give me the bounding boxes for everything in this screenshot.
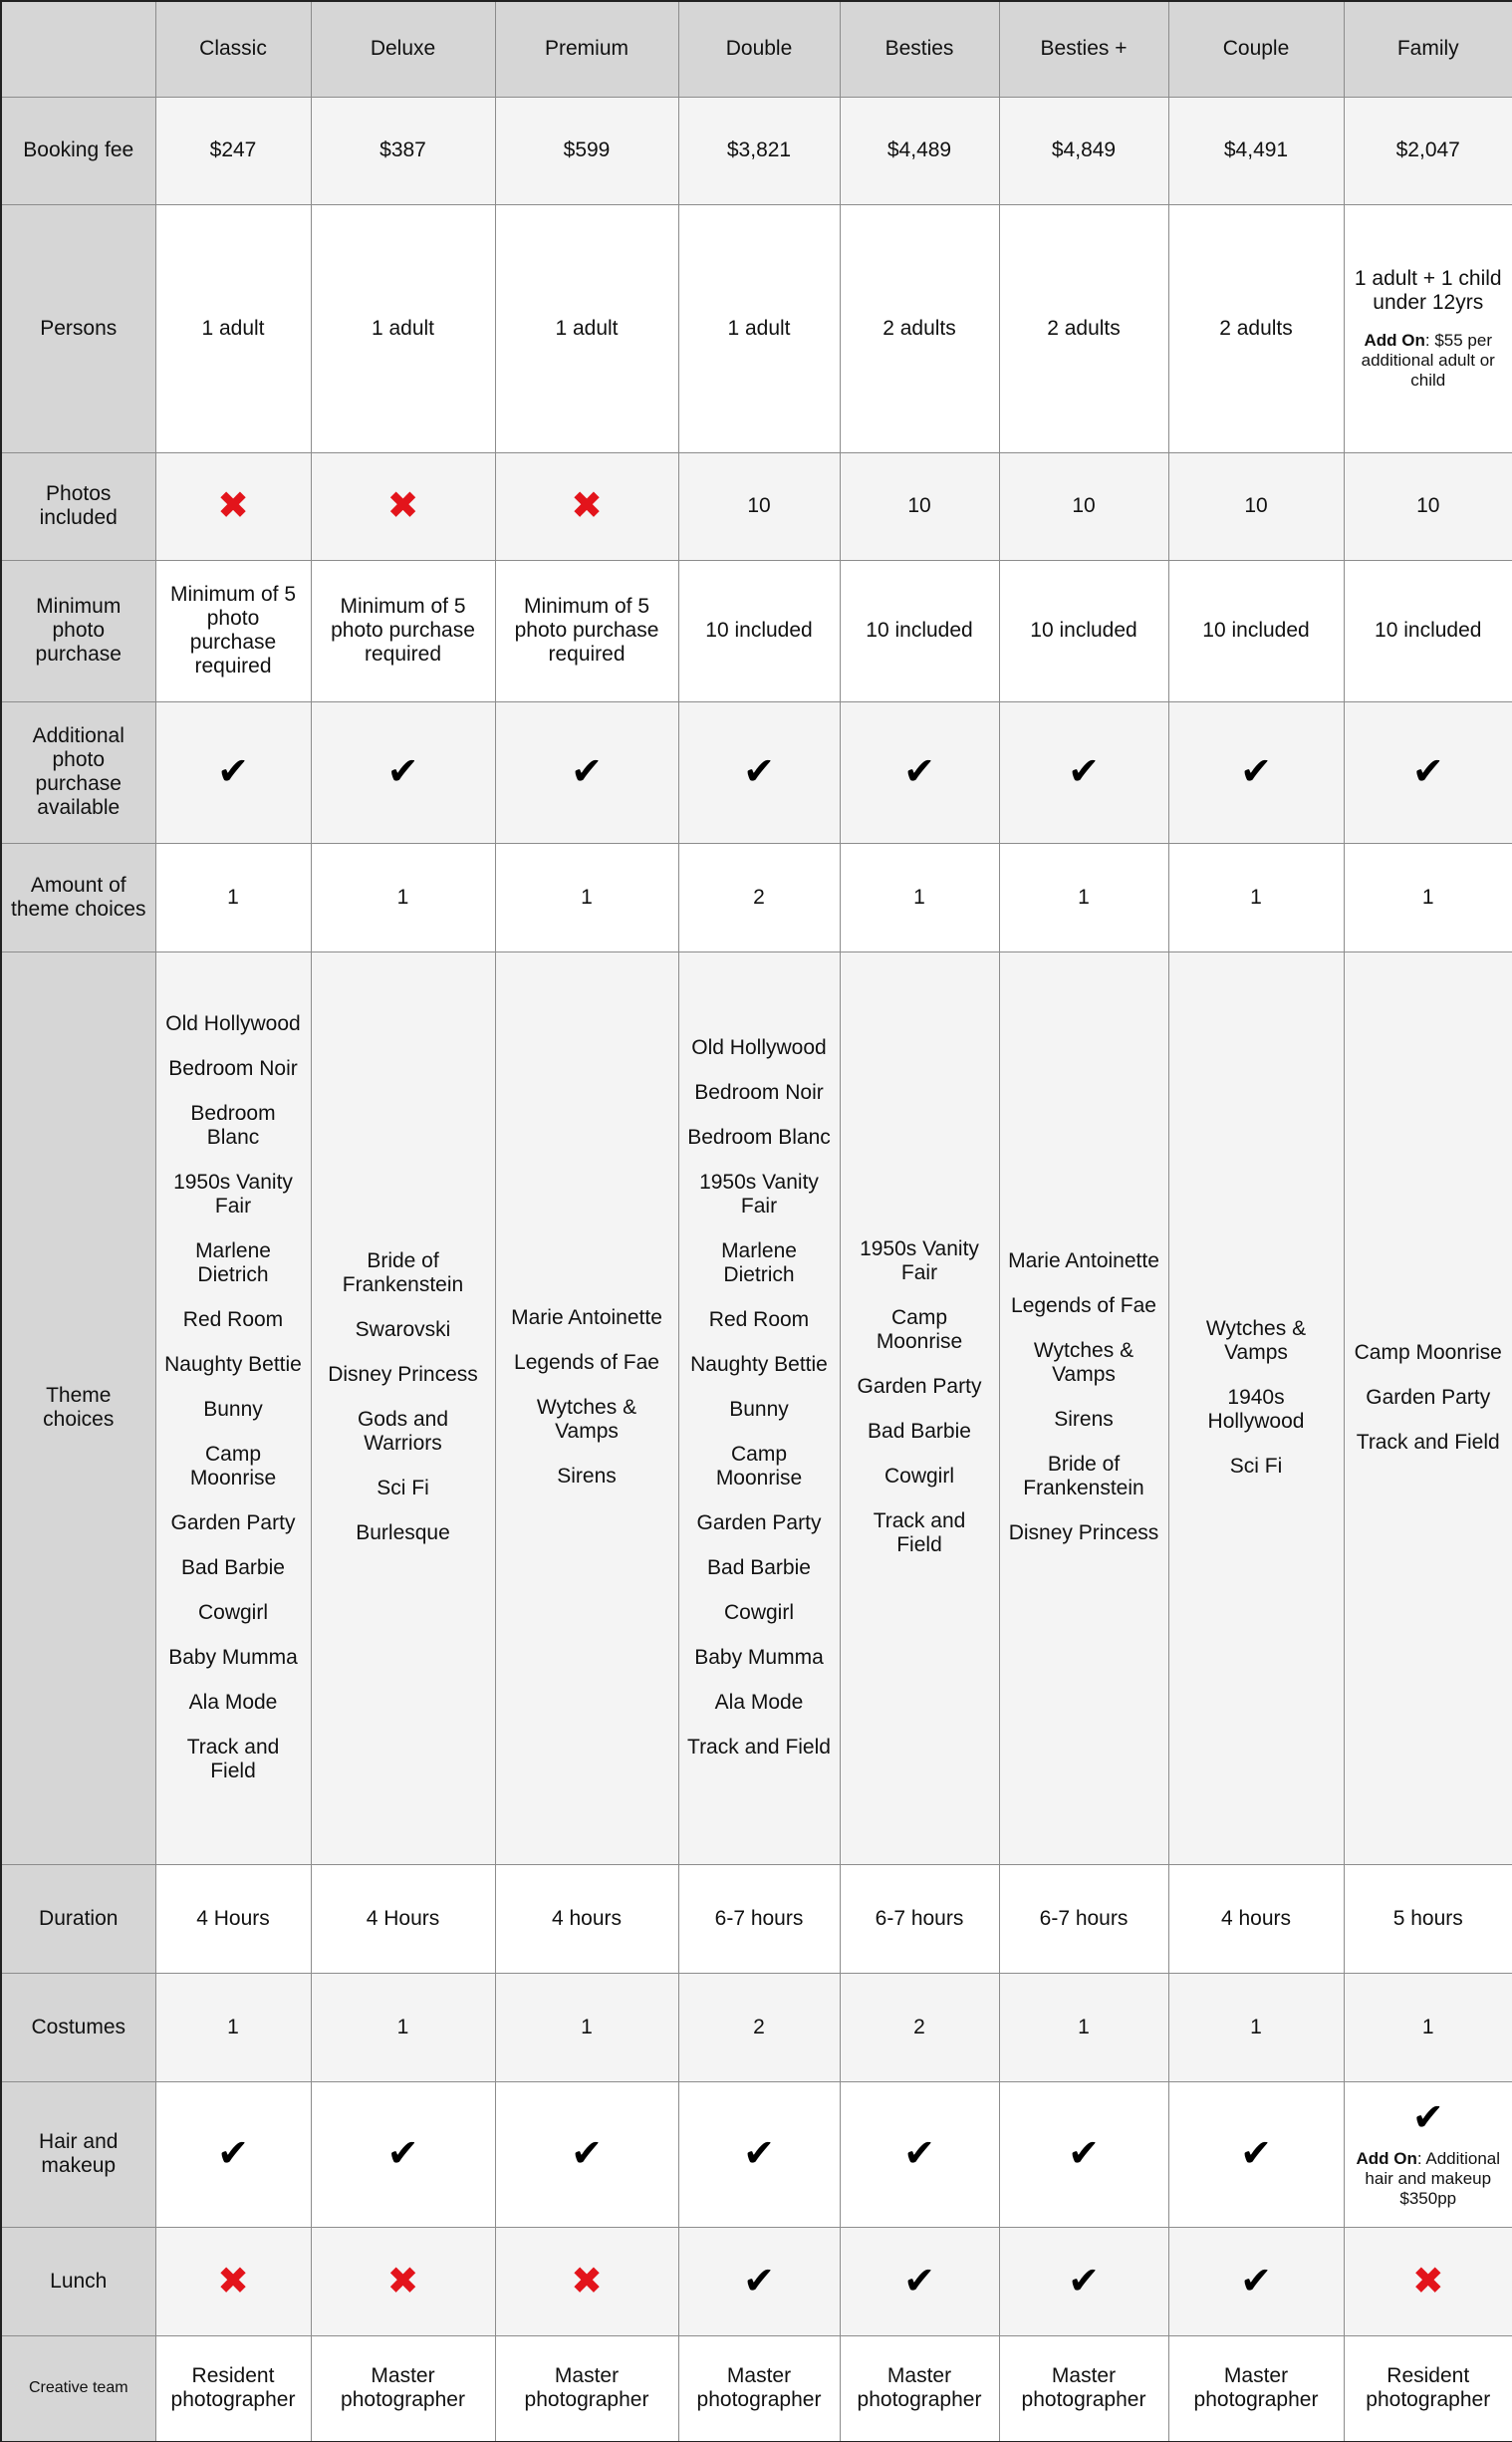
check-icon: ✔ <box>743 2260 775 2303</box>
addon-label: Add On <box>1356 2149 1417 2168</box>
lunch-cell <box>999 2227 1168 2335</box>
hair-makeup-family-addon <box>1353 2149 1505 2209</box>
theme-choices-cell <box>155 951 311 1864</box>
hair-makeup-cell <box>495 2081 678 2227</box>
check-icon: ✔ <box>571 751 603 793</box>
duration-cell: 4 Hours <box>155 1864 311 1973</box>
cross-icon: ✖ <box>217 485 249 527</box>
cross-icon: ✖ <box>386 485 419 527</box>
lunch-row <box>1 2227 1512 2335</box>
theme-choice-item: Bad Barbie <box>868 1420 971 1443</box>
cross-icon: ✖ <box>386 2260 419 2303</box>
creative-team-cell: Master photographer <box>999 2335 1168 2442</box>
theme-choice-item: Marlene Dietrich <box>721 1238 797 1286</box>
theme-choices-cell <box>840 951 999 1864</box>
theme-choice-item: Sirens <box>557 1465 617 1488</box>
theme-choices-cell <box>311 951 495 1864</box>
photos-included-cell <box>495 452 678 560</box>
addon-text: : $55 per additional adult or child <box>1361 330 1495 390</box>
photos-included-cell: 10 <box>1344 452 1512 560</box>
theme-choices-cell <box>999 951 1168 1864</box>
theme-choice-item: Old Hollywood <box>165 1011 301 1035</box>
theme-choice-item: Camp Moonrise <box>1354 1340 1502 1364</box>
theme-choice-item: Wytches & Vamps <box>536 1396 637 1443</box>
creative-team-cell: Master photographer <box>678 2335 840 2442</box>
row-label-creative-team: Creative team <box>1 2335 155 2442</box>
theme-amount-cell: 1 <box>495 843 678 951</box>
row-label-duration: Duration <box>1 1864 155 1973</box>
check-icon: ✔ <box>1411 751 1444 793</box>
row-label-photos-included: Photos included <box>1 452 155 560</box>
theme-amount-row <box>1 843 1512 951</box>
theme-amount-cell: 1 <box>311 843 495 951</box>
booking-fee-cell: $247 <box>155 97 311 204</box>
minimum-purchase-cell: 10 included <box>1168 560 1344 701</box>
theme-choice-item: Baby Mumma <box>168 1645 298 1669</box>
minimum-purchase-cell: 10 included <box>840 560 999 701</box>
additional-purchase-cell <box>155 701 311 843</box>
hair-makeup-cell <box>678 2081 840 2227</box>
persons-cell: 1 adult <box>311 204 495 452</box>
minimum-purchase-cell: Minimum of 5 photo purchase required <box>155 560 311 701</box>
theme-amount-cell: 1 <box>840 843 999 951</box>
row-label-hair-makeup: Hair and makeup <box>1 2081 155 2227</box>
costumes-cell: 1 <box>1168 1973 1344 2081</box>
persons-cell: 1 adult <box>155 204 311 452</box>
additional-purchase-cell <box>1168 701 1344 843</box>
theme-choices-cell <box>678 951 840 1864</box>
theme-choice-item: Bunny <box>729 1397 789 1421</box>
check-icon: ✔ <box>571 2133 603 2175</box>
cross-icon: ✖ <box>217 2260 249 2303</box>
duration-cell: 6-7 hours <box>999 1864 1168 1973</box>
check-icon: ✔ <box>1240 2133 1272 2175</box>
theme-choice-item: Disney Princess <box>1008 1521 1159 1544</box>
theme-choice-item: Wytches & Vamps <box>1033 1339 1134 1386</box>
theme-choice-item: Naughty Bettie <box>164 1352 302 1376</box>
lunch-cell <box>155 2227 311 2335</box>
photos-included-cell: 10 <box>678 452 840 560</box>
lunch-cell <box>1168 2227 1344 2335</box>
costumes-cell: 1 <box>999 1973 1168 2081</box>
persons-cell: 2 adults <box>840 204 999 452</box>
theme-choice-item: Marlene Dietrich <box>195 1238 271 1286</box>
booking-fee-cell: $4,491 <box>1168 97 1344 204</box>
check-icon: ✔ <box>903 2260 935 2303</box>
photos-included-cell: 10 <box>999 452 1168 560</box>
additional-purchase-cell <box>999 701 1168 843</box>
theme-choices-cell <box>1344 951 1512 1864</box>
theme-choice-item: Bunny <box>203 1397 263 1421</box>
check-icon: ✔ <box>217 2133 249 2175</box>
creative-team-cell: Resident photographer <box>1344 2335 1512 2442</box>
duration-cell: 5 hours <box>1344 1864 1512 1973</box>
theme-choice-item: Track and Field <box>873 1509 966 1556</box>
theme-choice-item: Wytches & Vamps <box>1205 1316 1307 1364</box>
cross-icon: ✖ <box>571 485 603 527</box>
addon-label: Add On <box>1364 330 1425 350</box>
package-header-classic: Classic <box>155 1 311 97</box>
theme-choice-item: Bad Barbie <box>707 1555 811 1579</box>
theme-choice-item: Sci Fi <box>1229 1454 1283 1478</box>
additional-purchase-cell <box>840 701 999 843</box>
theme-choice-item: Swarovski <box>355 1318 451 1341</box>
theme-choice-item: Bride of Frankenstein <box>342 1249 464 1296</box>
booking-fee-cell: $3,821 <box>678 97 840 204</box>
theme-choice-item: Legends of Fae <box>1011 1294 1156 1317</box>
theme-choice-item: Camp Moonrise <box>876 1306 963 1353</box>
theme-choice-item: Bad Barbie <box>181 1555 285 1579</box>
photos-included-cell: 10 <box>840 452 999 560</box>
theme-choice-item: Bedroom Noir <box>168 1056 298 1080</box>
cross-icon: ✖ <box>1411 2260 1444 2303</box>
hair-makeup-cell <box>1168 2081 1344 2227</box>
theme-choice-item: 1950s Vanity Fair <box>173 1170 293 1218</box>
theme-amount-cell: 1 <box>1344 843 1512 951</box>
header-row <box>1 1 1512 97</box>
theme-choice-item: Red Room <box>708 1307 810 1331</box>
package-header-deluxe: Deluxe <box>311 1 495 97</box>
lunch-cell <box>1344 2227 1512 2335</box>
photos-included-row <box>1 452 1512 560</box>
check-icon: ✔ <box>386 2133 419 2175</box>
row-label-theme-amount: Amount of theme choices <box>1 843 155 951</box>
theme-choice-item: Garden Party <box>170 1510 296 1534</box>
package-header-family: Family <box>1344 1 1512 97</box>
additional-purchase-cell <box>678 701 840 843</box>
theme-choice-item: Garden Party <box>1366 1385 1491 1409</box>
theme-choice-item: Gods and Warriors <box>357 1408 449 1455</box>
theme-choice-item: Burlesque <box>356 1521 450 1544</box>
theme-choice-item: 1950s Vanity Fair <box>860 1237 979 1284</box>
persons-row <box>1 204 1512 452</box>
row-label-persons: Persons <box>1 204 155 452</box>
theme-choice-item: Garden Party <box>696 1510 822 1534</box>
row-label-minimum-purchase: Minimum photo purchase <box>1 560 155 701</box>
corner-cell <box>1 1 155 97</box>
costumes-cell: 2 <box>840 1973 999 2081</box>
booking-fee-cell: $599 <box>495 97 678 204</box>
photos-included-cell <box>155 452 311 560</box>
check-icon: ✔ <box>1240 2260 1272 2303</box>
creative-team-cell: Resident photographer <box>155 2335 311 2442</box>
creative-team-cell: Master photographer <box>1168 2335 1344 2442</box>
booking-fee-cell: $4,489 <box>840 97 999 204</box>
check-icon: ✔ <box>1240 751 1272 793</box>
creative-team-row <box>1 2335 1512 2442</box>
booking-fee-row <box>1 97 1512 204</box>
hair-makeup-cell <box>311 2081 495 2227</box>
theme-amount-cell: 2 <box>678 843 840 951</box>
theme-choice-item: Cowgirl <box>197 1600 268 1624</box>
persons-family-text: 1 adult + 1 child under 12yrs <box>1354 266 1502 314</box>
theme-choice-item: 1950s Vanity Fair <box>699 1170 819 1218</box>
persons-cell: 2 adults <box>1168 204 1344 452</box>
photos-included-cell <box>311 452 495 560</box>
theme-choice-item: Camp Moonrise <box>715 1442 803 1490</box>
minimum-purchase-cell: 10 included <box>1344 560 1512 701</box>
theme-choice-item: Bride of Frankenstein <box>1023 1453 1144 1499</box>
costumes-cell: 1 <box>155 1973 311 2081</box>
lunch-cell <box>311 2227 495 2335</box>
additional-purchase-row <box>1 701 1512 843</box>
theme-choice-item: Legends of Fae <box>514 1351 659 1374</box>
creative-team-cell: Master photographer <box>311 2335 495 2442</box>
check-icon: ✔ <box>903 2133 935 2175</box>
hair-makeup-cell <box>155 2081 311 2227</box>
package-header-double: Double <box>678 1 840 97</box>
check-icon: ✔ <box>1068 2133 1100 2175</box>
costumes-cell: 1 <box>311 1973 495 2081</box>
theme-amount-cell: 1 <box>999 843 1168 951</box>
additional-purchase-cell <box>311 701 495 843</box>
duration-cell: 4 hours <box>495 1864 678 1973</box>
theme-choices-row <box>1 951 1512 1864</box>
hair-makeup-cell-family <box>1344 2081 1512 2227</box>
row-label-costumes: Costumes <box>1 1973 155 2081</box>
booking-fee-cell: $387 <box>311 97 495 204</box>
theme-choices-cell <box>1168 951 1344 1864</box>
duration-cell: 6-7 hours <box>840 1864 999 1973</box>
row-label-lunch: Lunch <box>1 2227 155 2335</box>
check-icon: ✔ <box>743 2133 775 2175</box>
check-icon: ✔ <box>217 751 249 793</box>
duration-row <box>1 1864 1512 1973</box>
persons-cell-family <box>1344 204 1512 452</box>
check-icon: ✔ <box>1068 751 1100 793</box>
creative-team-cell: Master photographer <box>840 2335 999 2442</box>
minimum-purchase-cell: 10 included <box>678 560 840 701</box>
minimum-purchase-cell: Minimum of 5 photo purchase required <box>495 560 678 701</box>
persons-cell: 1 adult <box>678 204 840 452</box>
theme-choice-item: Baby Mumma <box>694 1645 824 1669</box>
additional-purchase-cell <box>1344 701 1512 843</box>
additional-purchase-cell <box>495 701 678 843</box>
costumes-cell: 1 <box>1344 1973 1512 2081</box>
costumes-row <box>1 1973 1512 2081</box>
persons-cell: 1 adult <box>495 204 678 452</box>
check-icon: ✔ <box>1411 2097 1444 2139</box>
theme-choice-item: Bedroom Noir <box>694 1080 824 1104</box>
theme-choice-item: Track and Field <box>186 1735 280 1782</box>
theme-choice-item: Sirens <box>1054 1408 1114 1431</box>
photos-included-cell: 10 <box>1168 452 1344 560</box>
package-header-couple: Couple <box>1168 1 1344 97</box>
theme-choice-item: Marie Antoinette <box>511 1306 662 1329</box>
theme-choice-item: 1940s Hollywood <box>1207 1385 1305 1433</box>
theme-choice-item: Marie Antoinette <box>1008 1249 1159 1272</box>
costumes-cell: 2 <box>678 1973 840 2081</box>
theme-amount-cell: 1 <box>155 843 311 951</box>
persons-cell: 2 adults <box>999 204 1168 452</box>
package-header-premium: Premium <box>495 1 678 97</box>
lunch-cell <box>495 2227 678 2335</box>
theme-choice-item: Cowgirl <box>883 1465 954 1488</box>
theme-choice-item: Disney Princess <box>328 1363 478 1386</box>
package-header-besties: Besties <box>840 1 999 97</box>
package-header-besties-plus: Besties + <box>999 1 1168 97</box>
theme-choice-item: Old Hollywood <box>691 1035 827 1059</box>
minimum-purchase-cell: 10 included <box>999 560 1168 701</box>
costumes-cell: 1 <box>495 1973 678 2081</box>
theme-choice-item: Camp Moonrise <box>189 1442 277 1490</box>
theme-choice-item: Cowgirl <box>723 1600 794 1624</box>
theme-amount-cell: 1 <box>1168 843 1344 951</box>
lunch-cell <box>840 2227 999 2335</box>
theme-choice-item: Garden Party <box>857 1375 982 1398</box>
theme-choice-item: Red Room <box>182 1307 284 1331</box>
persons-family-addon <box>1353 331 1505 391</box>
booking-fee-cell: $2,047 <box>1344 97 1512 204</box>
row-label-theme-choices: Theme choices <box>1 951 155 1864</box>
theme-choice-item: Sci Fi <box>377 1477 429 1499</box>
duration-cell: 6-7 hours <box>678 1864 840 1973</box>
theme-choice-item: Track and Field <box>1356 1430 1500 1454</box>
minimum-purchase-cell: Minimum of 5 photo purchase required <box>311 560 495 701</box>
hair-makeup-row <box>1 2081 1512 2227</box>
theme-choice-item: Track and Field <box>687 1735 831 1759</box>
theme-choice-item: Bedroom Blanc <box>687 1125 831 1149</box>
check-icon: ✔ <box>903 751 935 793</box>
check-icon: ✔ <box>1068 2260 1100 2303</box>
theme-choice-item: Bedroom Blanc <box>190 1101 276 1149</box>
theme-choice-item: Ala Mode <box>714 1690 804 1714</box>
creative-team-cell: Master photographer <box>495 2335 678 2442</box>
duration-cell: 4 Hours <box>311 1864 495 1973</box>
row-label-additional-purchase: Additional photo purchase available <box>1 701 155 843</box>
check-icon: ✔ <box>386 751 419 793</box>
theme-choice-item: Ala Mode <box>188 1690 278 1714</box>
theme-choices-cell <box>495 951 678 1864</box>
theme-choice-item: Naughty Bettie <box>690 1352 828 1376</box>
lunch-cell <box>678 2227 840 2335</box>
minimum-purchase-row <box>1 560 1512 701</box>
check-icon: ✔ <box>743 751 775 793</box>
row-label-booking-fee: Booking fee <box>1 97 155 204</box>
duration-cell: 4 hours <box>1168 1864 1344 1973</box>
booking-fee-cell: $4,849 <box>999 97 1168 204</box>
hair-makeup-cell <box>999 2081 1168 2227</box>
addon-text: : Additional hair and makeup $350pp <box>1365 2149 1501 2208</box>
hair-makeup-cell <box>840 2081 999 2227</box>
cross-icon: ✖ <box>571 2260 603 2303</box>
